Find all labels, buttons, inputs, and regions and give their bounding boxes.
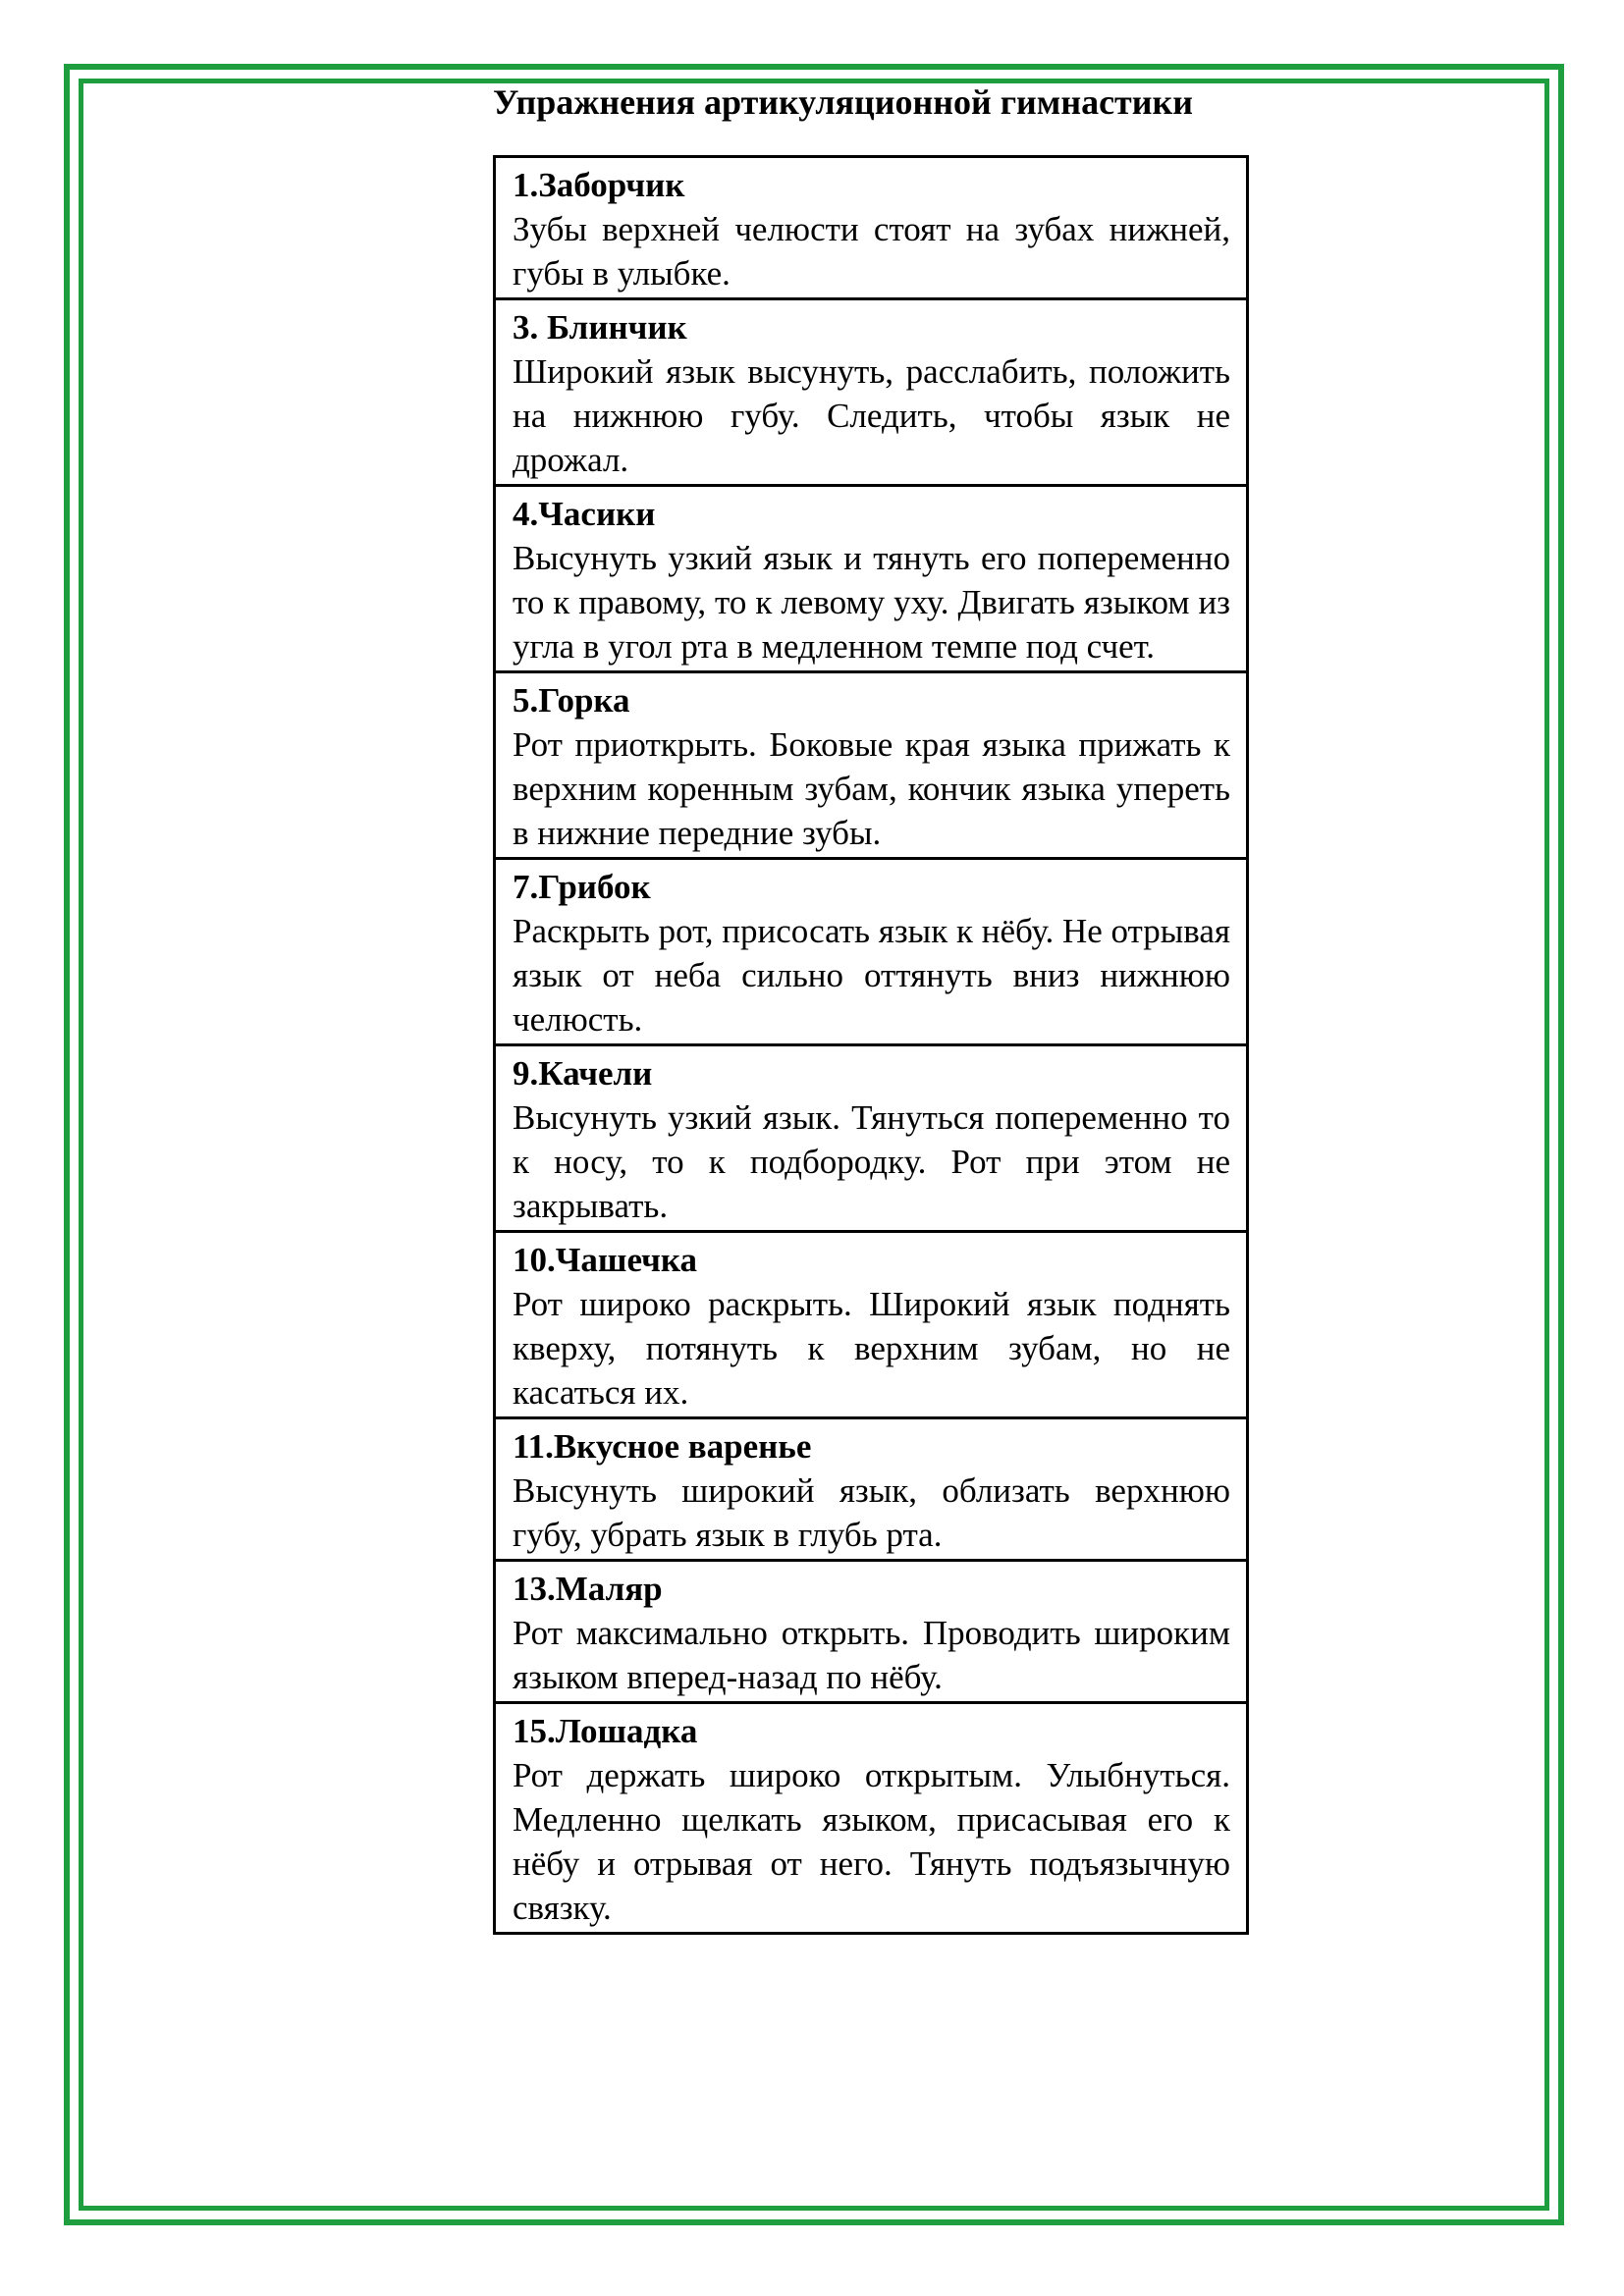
exercise-title: 10.Чашечка bbox=[513, 1241, 698, 1279]
exercise-title: 15.Лошадка bbox=[513, 1712, 698, 1750]
exercise-row bbox=[496, 158, 1246, 297]
document-title: Упражнения артикуляционной гимнастики bbox=[493, 82, 1193, 122]
exercise-row bbox=[496, 1230, 1246, 1416]
exercise-description: Рот максимально открыть. Проводить широким языком вперед-назад по нёбу. bbox=[513, 1614, 1230, 1696]
exercise-row bbox=[496, 670, 1246, 857]
exercise-title: 9.Качели bbox=[513, 1054, 653, 1093]
exercise-title: 13.Маляр bbox=[513, 1570, 663, 1608]
exercise-title: 1.Заборчик bbox=[513, 166, 685, 204]
exercise-description: Раскрыть рот, присосать язык к нёбу. Не отрывая язык от неба сильно оттянуть вниз нижнюю челюсть. bbox=[513, 912, 1230, 1039]
exercise-row bbox=[496, 1416, 1246, 1559]
exercise-row bbox=[496, 297, 1246, 484]
exercise-description: Рот широко раскрыть. Широкий язык поднять кверху, потянуть к верхним зубам, но не касаться их. bbox=[513, 1285, 1230, 1412]
exercise-description: Широкий язык высунуть, расслабить, положить на нижнюю губу. Следить, чтобы язык не дрожал. bbox=[513, 352, 1230, 479]
exercise-row bbox=[496, 857, 1246, 1043]
exercise-description: Рот держать широко открытым. Улыбнуться. Медленно щелкать языком, присасывая его к нёбу и отрывая от него. Тянуть подъязычную связку. bbox=[513, 1756, 1230, 1927]
exercise-title: 4.Часики bbox=[513, 495, 656, 533]
exercise-description: Рот приоткрыть. Боковые края языка прижать к верхним коренным зубам, кончик языка упереть в нижние передние зубы. bbox=[513, 725, 1230, 852]
exercise-row bbox=[496, 1043, 1246, 1230]
exercise-description: Высунуть широкий язык, облизать верхнюю губу, убрать язык в глубь рта. bbox=[513, 1471, 1230, 1554]
exercise-table bbox=[493, 155, 1249, 1935]
exercise-title: 11.Вкусное варенье bbox=[513, 1427, 812, 1466]
exercise-row bbox=[496, 484, 1246, 670]
exercise-description: Высунуть узкий язык и тянуть его попеременно то к правому, то к левому уху. Двигать языком из угла в угол рта в медленном темпе под счет. bbox=[513, 539, 1230, 666]
exercise-title: 7.Грибок bbox=[513, 868, 651, 906]
exercise-description: Высунуть узкий язык. Тянуться попеременно то к носу, то к подбородку. Рот при этом не закрывать. bbox=[513, 1098, 1230, 1225]
exercise-title: 5.Горка bbox=[513, 681, 630, 720]
exercise-title: 3. Блинчик bbox=[513, 308, 687, 347]
exercise-row bbox=[496, 1701, 1246, 1932]
exercise-description: Зубы верхней челюсти стоят на зубах нижней, губы в улыбке. bbox=[513, 210, 1230, 293]
exercise-row bbox=[496, 1559, 1246, 1701]
